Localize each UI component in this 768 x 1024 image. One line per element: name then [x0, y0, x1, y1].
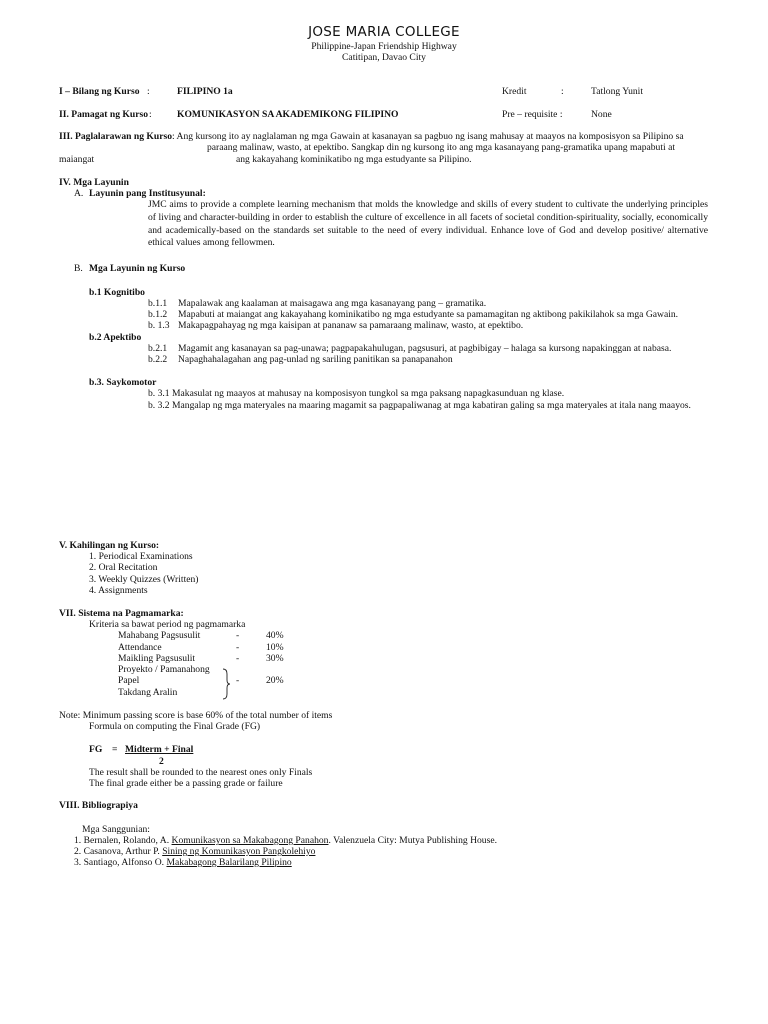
final-grade-note: The final grade either be a passing grade or failure [89, 778, 283, 789]
grading-group-item: Takdang Aralin [118, 687, 178, 698]
cognitive-item-text: Mapalawak ang kaalaman at maisagawa ang mga kasanayang pang – gramatika. [178, 298, 487, 309]
course-title-label: II. Pamagat ng Kurso [59, 109, 149, 120]
formula-numerator: Midterm + Final [125, 744, 194, 755]
credit-label: Kredit [502, 86, 527, 97]
institutional-objective-text: JMC aims to provide a complete learning mechanism that molds the knowledge and skills of every student to cultivate the underlying principles of living and character-building in order to establish the culture of excellence in all facets of societal condition-spirituality, socially, economically and academically-based on the standards set suitable to the need of every individual. Enhance love of God and develop positive/ alternative ethical values among fellowmen. [148, 199, 708, 249]
course-number-value: FILIPINO 1a [177, 86, 233, 97]
course-title-colon: : [149, 109, 152, 120]
affective-item-num: b.2.1 [148, 343, 168, 354]
grading-row-dash: - [236, 653, 240, 664]
psychomotor-item: b. 3.2 Mangalap ng mga materyales na maaring magamit sa pagpapaliwanag at mga kabatiran galing sa mga materyales at itala nang maayos. [148, 400, 691, 411]
right-brace-icon [222, 668, 232, 700]
passing-note: Note: Minimum passing score is base 60% of the total number of items [59, 710, 333, 721]
cognitive-item-text: Mapabuti at maiangat ang kakayahang kominikatibo ng mga estudyante sa pamamagitan ng aktibong pakikilahok sa mga Gawain. [178, 309, 679, 320]
course-description-label: III. Paglalarawan ng Kurso [59, 131, 173, 142]
grading-row-dash: - [236, 630, 240, 641]
formula-denominator: 2 [159, 756, 164, 767]
grading-row-percent: 40% [266, 630, 284, 641]
objectives-heading: IV. Mga Layunin [59, 177, 129, 188]
affective-item-text: Napaghahalagahan ang pag-unlad ng sariling panitikan sa panapanahon [178, 354, 453, 365]
objective-b-title: Mga Layunin ng Kurso [89, 263, 186, 274]
references-label: Mga Sanggunian: [82, 824, 150, 835]
grading-group-item: Papel [118, 675, 140, 686]
affective-item-num: b.2.2 [148, 354, 168, 365]
reference-title: Sining ng Komunikasyon Pangkolehiyo [162, 846, 316, 857]
reference-publisher: . Valenzuela City: Mutya Publishing House. [328, 835, 497, 846]
affective-item-text: Magamit ang kasanayan sa pag-unawa; pagpapakahulugan, pagsusuri, at pagbibigay – halaga sa kursong napakinggan at nabasa. [178, 343, 672, 354]
cognitive-item-num: b. 1.3 [148, 320, 170, 331]
grading-row-name: Maikling Pagsusulit [118, 653, 196, 664]
credit-value: Tatlong Yunit [591, 86, 644, 97]
course-description-line3a: maiangat [59, 154, 95, 165]
grading-group-percent: 20% [266, 675, 284, 686]
grading-row-percent: 30% [266, 653, 284, 664]
course-number-colon: : [147, 86, 150, 97]
requirements-heading: V. Kahilingan ng Kurso: [59, 540, 160, 551]
grading-heading: VII. Sistema na Pagmamarka: [59, 608, 184, 619]
objective-a-title: Layunin pang Institusyunal: [89, 188, 206, 199]
bibliography-heading: VIII. Bibliograpiya [59, 800, 138, 811]
psychomotor-item: b. 3.1 Makasulat ng maayos at mahusay na komposisyon tungkol sa mga paksang napagkasunduan ng klase. [148, 388, 565, 399]
college-address-line2: Catitipan, Davao City [342, 52, 426, 63]
course-description-text1: : Ang kursong ito ay naglalaman ng mga Gawain at kasanayan sa pagbuo ng isang mahusay at maayos na komposisyon sa Pilipino sa [172, 131, 684, 142]
grading-row-percent: 10% [266, 642, 284, 653]
formula-equals: = [112, 744, 118, 755]
reference-title: Makabagong Balarilang Pilipino [166, 857, 292, 868]
objective-a-label: A. [74, 188, 84, 199]
formula-label: Formula on computing the Final Grade (FG) [89, 721, 261, 732]
requirement-item: 4. Assignments [89, 585, 148, 596]
grading-group-dash: - [236, 675, 240, 686]
reference-item [74, 835, 497, 846]
course-description-line3b: ang kakayahang kominikatibo ng mga estudyante sa Pilipino. [236, 154, 472, 165]
credit-colon: : [561, 86, 564, 97]
grading-row-dash: - [236, 642, 240, 653]
college-name: JOSE MARIA COLLEGE [308, 24, 460, 40]
course-title-value: KOMUNIKASYON SA AKADEMIKONG FILIPINO [177, 109, 399, 120]
reference-title: Komunikasyon sa Makabagong Panahon [171, 835, 329, 846]
cognitive-heading: b.1 Kognitibo [89, 287, 145, 298]
course-number-label: I – Bilang ng Kurso [59, 86, 140, 97]
formula-fg: FG [89, 744, 103, 755]
grading-row-name: Attendance [118, 642, 162, 653]
grading-group-item: Proyekto / Pamanahong [118, 664, 210, 675]
course-description-line2: paraang malinaw, wasto, at epektibo. Sangkap din ng kursong ito ang mga kasanayang pang-gramatika upang mapabuti at [207, 142, 676, 153]
cognitive-item-num: b.1.1 [148, 298, 168, 309]
requirement-item: 3. Weekly Quizzes (Written) [89, 574, 199, 585]
rounding-note: The result shall be rounded to the nearest ones only Finals [89, 767, 313, 778]
prerequisite-value: None [591, 109, 612, 120]
requirement-item: 2. Oral Recitation [89, 562, 158, 573]
cognitive-item-text: Makapagpahayag ng mga kaisipan at pananaw sa pamaraang malinaw, wasto, at epektibo. [178, 320, 524, 331]
college-address-line1: Philippine-Japan Friendship Highway [311, 41, 457, 52]
requirement-item: 1. Periodical Examinations [89, 551, 193, 562]
psychomotor-heading: b.3. Saykomotor [89, 377, 157, 388]
reference-author: 1. Bernalen, Rolando, A. [74, 835, 172, 846]
grading-row-name: Mahabang Pagsusulit [118, 630, 201, 641]
objective-b-label: B. [74, 263, 83, 274]
reference-author: 2. Casanova, Arthur P. [74, 846, 163, 857]
affective-heading: b.2 Apektibo [89, 332, 142, 343]
reference-item [74, 857, 292, 868]
grading-criteria-label: Kriteria sa bawat period ng pagmamarka [89, 619, 246, 630]
cognitive-item-num: b.1.2 [148, 309, 168, 320]
prerequisite-label: Pre – requisite : [502, 109, 563, 120]
course-description-line1 [59, 131, 684, 142]
reference-item [74, 846, 315, 857]
reference-author: 3. Santiago, Alfonso O. [74, 857, 167, 868]
